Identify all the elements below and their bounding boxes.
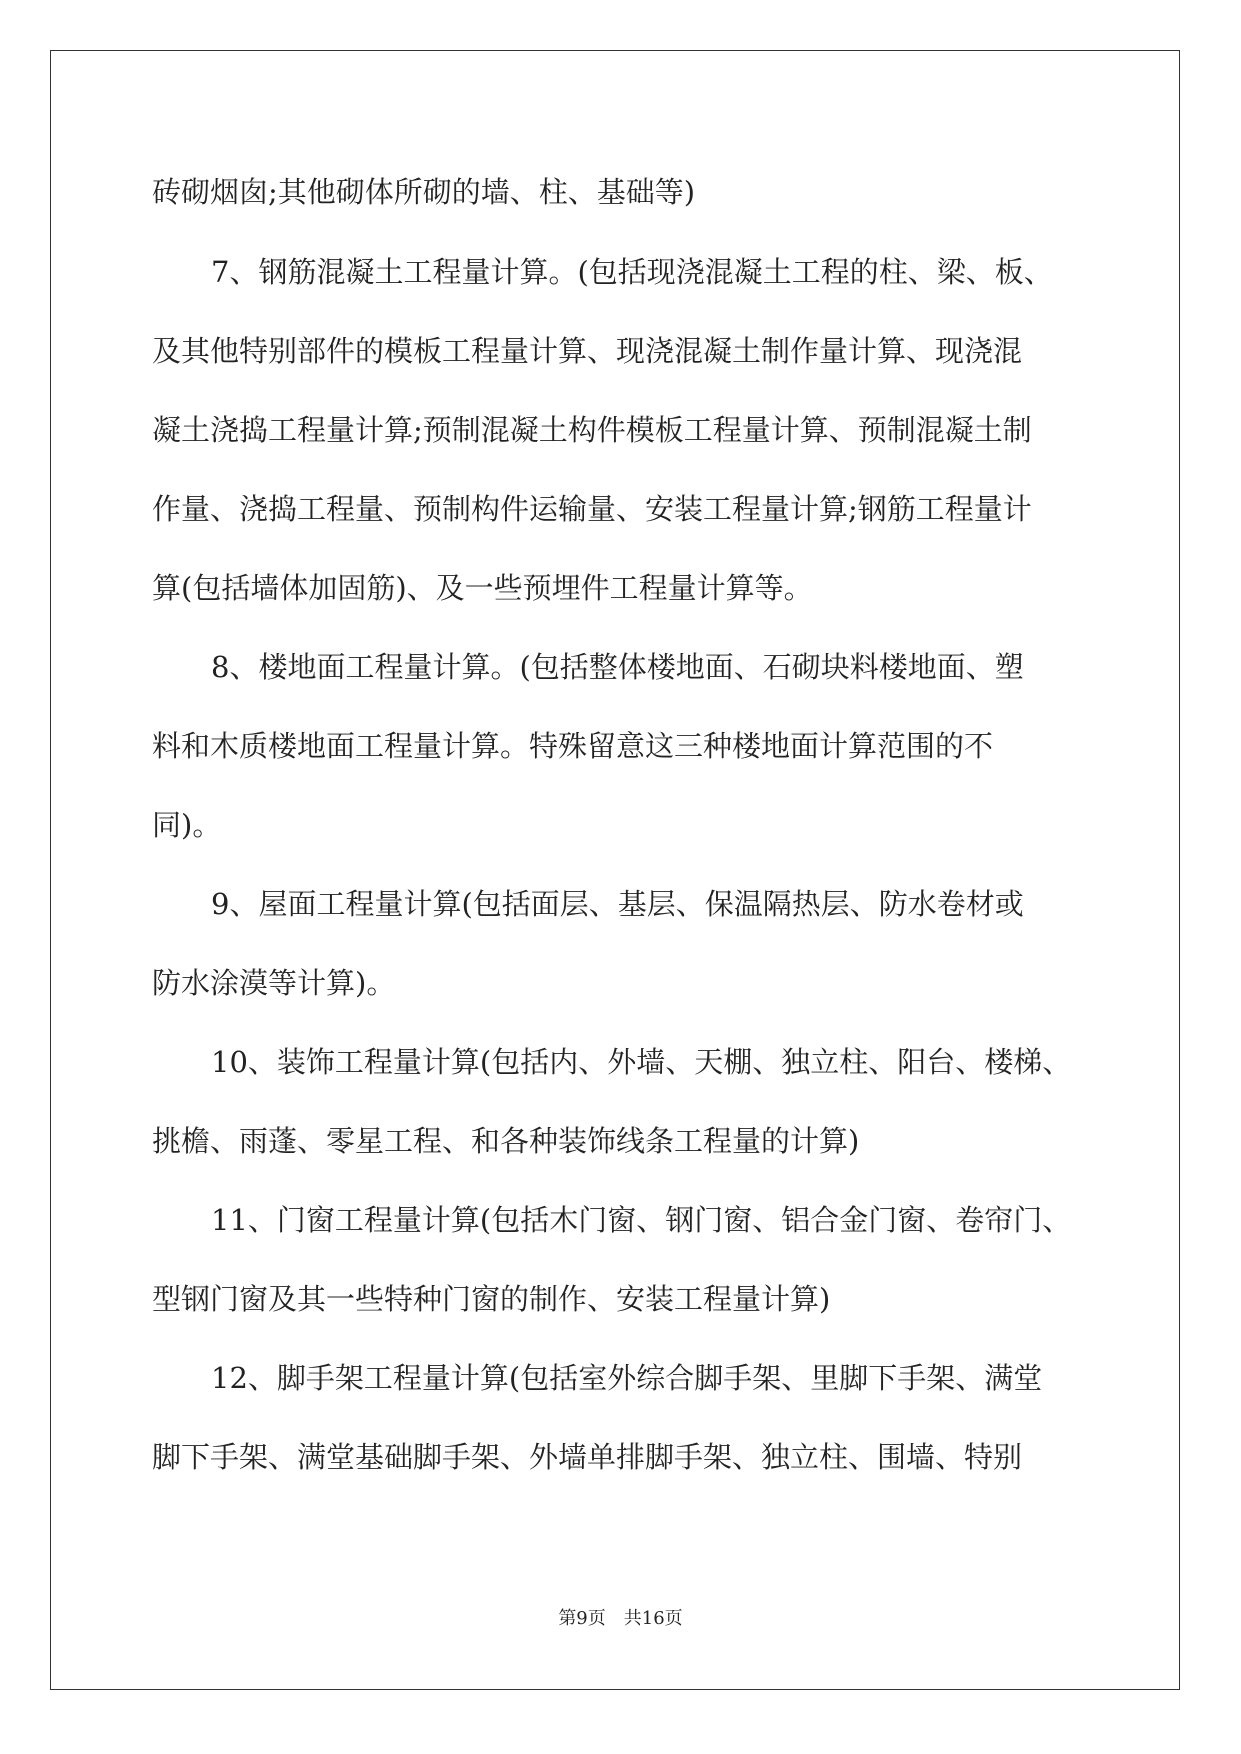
- text-line: 挑檐、雨蓬、零星工程、和各种装饰线条工程量的计算): [152, 1124, 860, 1158]
- text-line: 型钢门窗及其一些特种门窗的制作、安装工程量计算): [152, 1282, 831, 1316]
- text-line: 防水涂漠等计算)。: [152, 966, 396, 1000]
- paragraph-8-line: 8、楼地面工程量计算。(包括整体楼地面、石砌块料楼地面、塑: [211, 650, 1024, 684]
- paragraph-12-line: 12、脚手架工程量计算(包括室外综合脚手架、里脚下手架、满堂: [211, 1361, 1043, 1395]
- page-number-footer: 第9页 共16页: [558, 1608, 683, 1629]
- text-line: 砖砌烟囱;其他砌体所砌的墙、柱、基础等): [152, 175, 696, 209]
- text-line: 脚下手架、满堂基础脚手架、外墙单排脚手架、独立柱、围墙、特别: [152, 1440, 1023, 1474]
- text-line: 算(包括墙体加固筋)、及一些预埋件工程量计算等。: [152, 571, 813, 605]
- text-line: 同)。: [152, 808, 222, 842]
- text-line: 及其他特别部件的模板工程量计算、现浇混凝土制作量计算、现浇混: [152, 334, 1023, 368]
- paragraph-10-line: 10、装饰工程量计算(包括内、外墙、天棚、独立柱、阳台、楼梯、: [211, 1045, 1072, 1079]
- text-line: 料和木质楼地面工程量计算。特殊留意这三种楼地面计算范围的不: [152, 729, 994, 763]
- paragraph-9-line: 9、屋面工程量计算(包括面层、基层、保温隔热层、防水卷材或: [211, 887, 1024, 921]
- text-line: 凝土浇捣工程量计算;预制混凝土构件模板工程量计算、预制混凝土制: [152, 413, 1032, 447]
- paragraph-7-line: 7、钢筋混凝土工程量计算。(包括现浇混凝土工程的柱、梁、板、: [211, 255, 1053, 289]
- paragraph-11-line: 11、门窗工程量计算(包括木门窗、钢门窗、铝合金门窗、卷帘门、: [211, 1203, 1072, 1237]
- text-line: 作量、浇捣工程量、预制构件运输量、安装工程量计算;钢筋工程量计: [152, 492, 1032, 526]
